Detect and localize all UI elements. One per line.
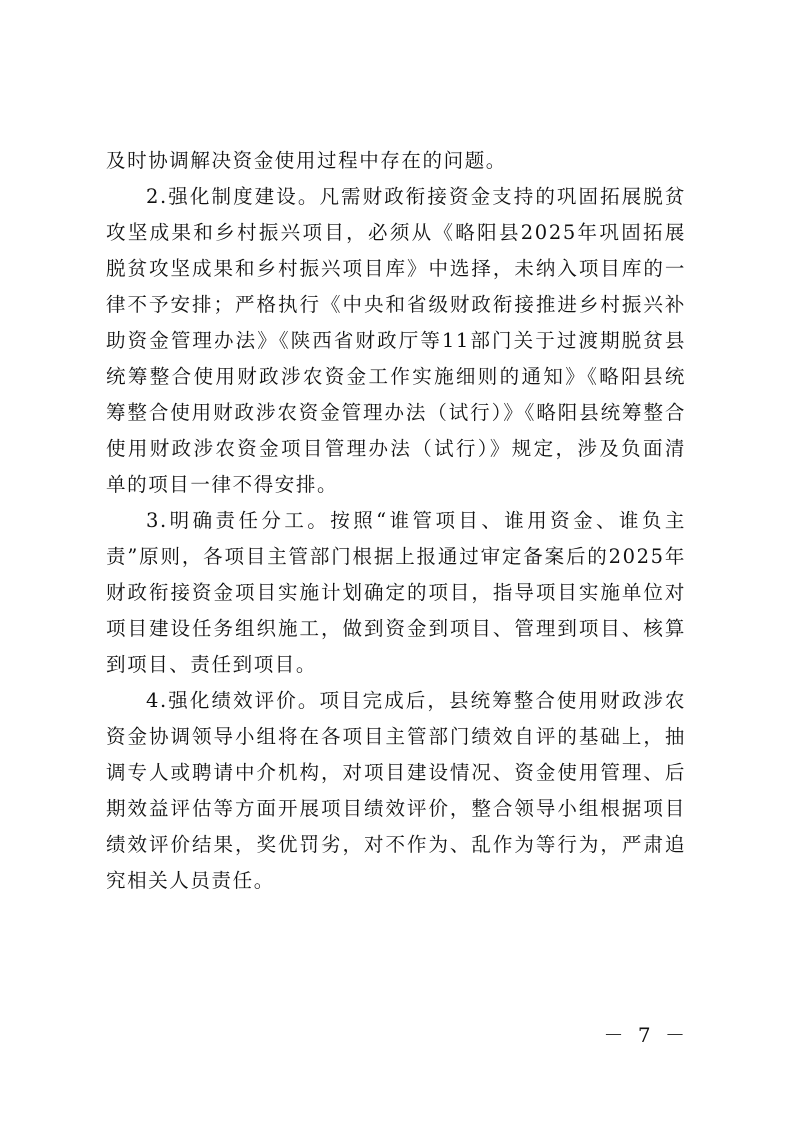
paragraph-text: 凡需财政衔接资金支持的巩固拓展脱贫攻坚成果和乡村振兴项目，必须从《略阳县2025年巩固拓展脱贫攻坚成果和乡村振兴项目库》中选择，未纳入项目库的一律不予安排；严格执行《中央和省级财政衔接推进乡村振兴补助资金管理办法》《陕西省财政厅等11部门关于过渡期脱贫县统筹整合使用财政涉农资金工作实施细则的通知》《略阳县统筹整合使用财政涉农资金管理办法（试行）》《略阳县统筹整合使用财政涉农资金项目管理办法（试行）》规定，涉及负面清单的项目一律不得安排。 [106,185,686,496]
paragraph-text: 及时协调解决资金使用过程中存在的问题。 [106,149,507,172]
document-body [106,143,686,899]
paragraph-institution-building [106,179,686,503]
paragraph-heading: 4.强化绩效评价。 [146,689,320,712]
paragraph-continuation [106,143,686,179]
paragraph-text: 按照“谁管项目、谁用资金、谁负主责”原则，各项目主管部门根据上报通过审定备案后的2025年财政衔接资金项目实施计划确定的项目，指导项目实施单位对项目建设任务组织施工，做到资金到项目、管理到项目、核算到项目、责任到项目。 [106,509,686,676]
paragraph-responsibility [106,503,686,683]
paragraph-performance-evaluation [106,683,686,899]
paragraph-heading: 2.强化制度建设。 [146,185,320,208]
paragraph-heading: 3.明确责任分工。 [146,509,331,532]
page-number: － 7 － [603,1023,689,1047]
paragraph-text: 项目完成后，县统筹整合使用财政涉农资金协调领导小组将在各项目主管部门绩效自评的基础上，抽调专人或聘请中介机构，对项目建设情况、资金使用管理、后期效益评估等方面开展项目绩效评价，整合领导小组根据项目绩效评价结果，奖优罚劣，对不作为、乱作为等行为，严肃追究相关人员责任。 [106,689,686,892]
